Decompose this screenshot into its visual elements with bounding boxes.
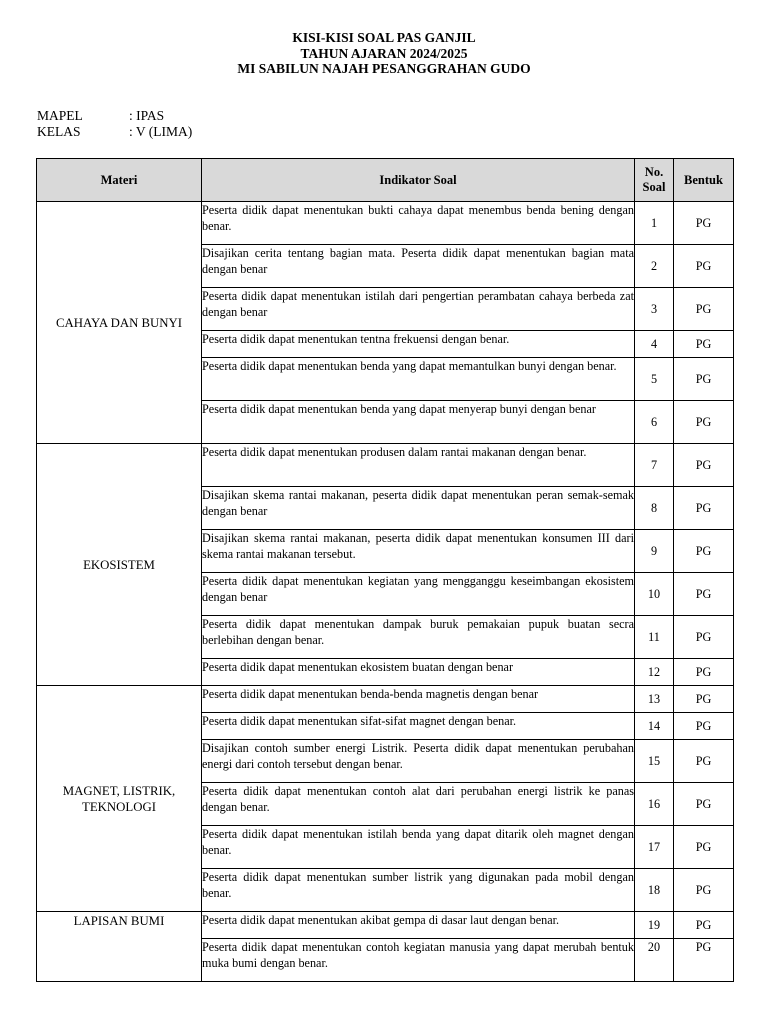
indikator-cell: Peserta didik dapat menentukan bukti cahaya dapat menembus benda bening dengan benar. [202,202,635,245]
bentuk-cell: PG [674,783,734,826]
soal-number: 1 [635,202,674,245]
soal-number: 10 [635,573,674,616]
soal-number: 20 [635,939,674,982]
header-no-line2: Soal [642,180,666,194]
indikator-cell: Peserta didik dapat menentukan contoh alat dari perubahan energi listrik ke panas dengan benar. [202,783,635,826]
indikator-cell: Peserta didik dapat menentukan benda yang dapat menyerap bunyi dengan benar [202,401,635,444]
indikator-cell: Peserta didik dapat menentukan sifat-sifat magnet dengan benar. [202,713,635,740]
kelas-value: : V (LIMA) [129,124,193,139]
bentuk-cell: PG [674,487,734,530]
bentuk-cell: PG [674,659,734,686]
indikator-cell: Peserta didik dapat menentukan benda-benda magnetis dengan benar [202,686,635,713]
indikator-cell: Peserta didik dapat menentukan produsen dalam rantai makanan dengan benar. [202,444,635,487]
soal-number: 15 [635,740,674,783]
soal-number: 2 [635,245,674,288]
table-row [37,444,734,487]
indikator-cell: Peserta didik dapat menentukan istilah benda yang dapat ditarik oleh magnet dengan benar. [202,826,635,869]
table-row [37,686,734,713]
bentuk-cell: PG [674,826,734,869]
kisi-kisi-table [36,158,734,982]
bentuk-cell: PG [674,573,734,616]
soal-number: 17 [635,826,674,869]
bentuk-cell: PG [674,401,734,444]
soal-number: 16 [635,783,674,826]
header-no-line1: No. [644,165,664,179]
indikator-cell: Peserta didik dapat menentukan istilah dari pengertian perambatan cahaya berbeda zat dengan benar [202,288,635,331]
bentuk-cell: PG [674,288,734,331]
indikator-cell: Disajikan cerita tentang bagian mata. Peserta didik dapat menentukan bagian mata dengan benar [202,245,635,288]
bentuk-cell: PG [674,616,734,659]
bentuk-cell: PG [674,912,734,939]
title-line-3: MI SABILUN NAJAH PESANGGRAHAN GUDO [237,61,531,76]
title-line-1: KISI-KISI SOAL PAS GANJIL [292,30,476,45]
soal-number: 18 [635,869,674,912]
materi-cell: EKOSISTEM [37,444,202,686]
materi-cell: CAHAYA DAN BUNYI [37,202,202,444]
table-row [37,202,734,245]
table-header-row [37,159,734,202]
indikator-cell: Peserta didik dapat menentukan tentna frekuensi dengan benar. [202,331,635,358]
soal-number: 19 [635,912,674,939]
indikator-cell: Peserta didik dapat menentukan sumber listrik yang digunakan pada mobil dengan benar. [202,869,635,912]
bentuk-cell: PG [674,245,734,288]
soal-number: 14 [635,713,674,740]
soal-number: 6 [635,401,674,444]
bentuk-cell: PG [674,939,734,982]
materi-cell: LAPISAN BUMI [37,912,202,982]
document-title [0,30,768,77]
bentuk-cell: PG [674,331,734,358]
indikator-cell: Peserta didik dapat menentukan kegiatan yang mengganggu keseimbangan ekosistem dengan benar [202,573,635,616]
soal-number: 8 [635,487,674,530]
indikator-cell: Peserta didik dapat menentukan ekosistem buatan dengan benar [202,659,635,686]
soal-number: 3 [635,288,674,331]
materi-line-2: TEKNOLOGI [82,799,156,814]
indikator-cell: Disajikan skema rantai makanan, peserta didik dapat menentukan konsumen III dari skema rantai makanan tersebut. [202,530,635,573]
header-indikator: Indikator Soal [202,159,635,202]
bentuk-cell: PG [674,444,734,487]
soal-number: 13 [635,686,674,713]
bentuk-cell: PG [674,202,734,245]
header-materi: Materi [37,159,202,202]
materi-line-1: MAGNET, LISTRIK, [62,783,176,798]
bentuk-cell: PG [674,713,734,740]
bentuk-cell: PG [674,358,734,401]
materi-cell [37,686,202,912]
indikator-cell: Peserta didik dapat menentukan benda yang dapat memantulkan bunyi dengan benar. [202,358,635,401]
indikator-cell: Disajikan skema rantai makanan, peserta didik dapat menentukan peran semak-semak dengan benar [202,487,635,530]
bentuk-cell: PG [674,530,734,573]
bentuk-cell: PG [674,686,734,713]
soal-number: 9 [635,530,674,573]
indikator-cell: Peserta didik dapat menentukan akibat gempa di dasar laut dengan benar. [202,912,635,939]
mapel-label: MAPEL [37,108,83,123]
bentuk-cell: PG [674,869,734,912]
bentuk-cell: PG [674,740,734,783]
kelas-label: KELAS [37,124,81,139]
indikator-cell: Disajikan contoh sumber energi Listrik. Peserta didik dapat menentukan perubahan energi dari contoh tersebut dengan benar. [202,740,635,783]
mapel-value: : IPAS [129,108,165,123]
table-row [37,912,734,939]
header-no-soal [635,159,674,202]
soal-number: 5 [635,358,674,401]
indikator-cell: Peserta didik dapat menentukan dampak buruk pemakaian pupuk buatan secra berlebihan dengan benar. [202,616,635,659]
soal-number: 7 [635,444,674,487]
title-line-2: TAHUN AJARAN 2024/2025 [300,45,468,61]
soal-number: 12 [635,659,674,686]
indikator-cell: Peserta didik dapat menentukan contoh kegiatan manusia yang dapat merubah bentuk muka bumi dengan benar. [202,939,635,982]
soal-number: 11 [635,616,674,659]
soal-number: 4 [635,331,674,358]
header-bentuk: Bentuk [674,159,734,202]
